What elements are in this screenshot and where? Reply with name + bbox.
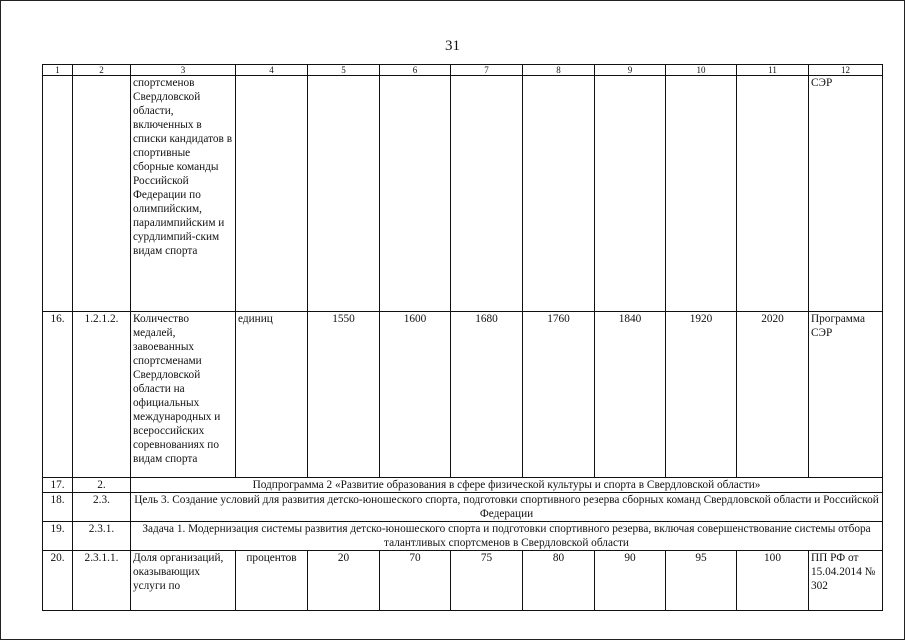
goal-title: Цель 3. Создание условий для развития детско-юношеского спорта, подготовки спортивного резерва сборных команд Свердловской области и Российской Федерации bbox=[131, 493, 883, 522]
header-cell: 1 bbox=[43, 65, 73, 76]
value-cell: 1920 bbox=[666, 312, 737, 478]
table-row bbox=[43, 478, 883, 493]
cell-empty bbox=[43, 76, 73, 312]
row-code: 2. bbox=[73, 478, 131, 493]
cell-empty bbox=[380, 76, 451, 312]
indicator-unit: процентов bbox=[236, 551, 308, 611]
row-number: 18. bbox=[43, 493, 73, 522]
row-number: 17. bbox=[43, 478, 73, 493]
subprogram-title: Подпрограмма 2 «Развитие образования в сфере физической культуры и спорта в Свердловской области» bbox=[131, 478, 883, 493]
row-code: 1.2.1.2. bbox=[73, 312, 131, 478]
value-cell: 1600 bbox=[380, 312, 451, 478]
header-cell: 4 bbox=[236, 65, 308, 76]
cell-empty bbox=[73, 76, 131, 312]
header-cell: 5 bbox=[308, 65, 380, 76]
task-title: Задача 1. Модернизация системы развития детско-юношеского спорта и подготовки спортивного резерва, включая совершенствование системы отбора талантливых спортсменов в Свердловской области bbox=[131, 522, 883, 551]
value-cell: 1550 bbox=[308, 312, 380, 478]
row-code: 2.3. bbox=[73, 493, 131, 522]
row-number: 19. bbox=[43, 522, 73, 551]
value-cell: 1680 bbox=[451, 312, 523, 478]
value-cell: 100 bbox=[737, 551, 809, 611]
cell-empty bbox=[595, 76, 666, 312]
indicators-table bbox=[42, 64, 883, 611]
page-number: 31 bbox=[445, 38, 460, 54]
cell-empty bbox=[523, 76, 595, 312]
value-cell: 75 bbox=[451, 551, 523, 611]
cell-empty bbox=[236, 76, 308, 312]
value-cell: 95 bbox=[666, 551, 737, 611]
header-cell: 9 bbox=[595, 65, 666, 76]
header-cell: 6 bbox=[380, 65, 451, 76]
indicator-source: Программа СЭР bbox=[809, 312, 883, 478]
header-cell: 8 bbox=[523, 65, 595, 76]
indicator-source: ПП РФ от 15.04.2014 № 302 bbox=[809, 551, 883, 611]
table-row bbox=[43, 493, 883, 522]
cell-empty bbox=[308, 76, 380, 312]
indicator-name: Количество медалей, завоеванных спортсменами Свердловской области на официальных международных и всероссийских соревнованиях по видам спорта bbox=[131, 312, 236, 478]
row-code: 2.3.1. bbox=[73, 522, 131, 551]
value-cell: 80 bbox=[523, 551, 595, 611]
header-cell: 3 bbox=[131, 65, 236, 76]
value-cell: 1840 bbox=[595, 312, 666, 478]
header-cell: 10 bbox=[666, 65, 737, 76]
table-row-continued bbox=[43, 76, 883, 312]
header-cell: 12 bbox=[809, 65, 883, 76]
value-cell: 90 bbox=[595, 551, 666, 611]
indicator-name: спортсменов Свердловской области, включенных в списки кандидатов в спортивные сборные команды Российской Федерации по олимпийским, паралимпийским и сурдлимпий-ским видам спорта bbox=[131, 76, 236, 312]
cell-empty bbox=[737, 76, 809, 312]
indicator-name: Доля организаций, оказывающих услуги по bbox=[131, 551, 236, 611]
cell-empty bbox=[666, 76, 737, 312]
table-header-row bbox=[43, 65, 883, 76]
row-code: 2.3.1.1. bbox=[73, 551, 131, 611]
cell-empty bbox=[451, 76, 523, 312]
table-row bbox=[43, 522, 883, 551]
indicator-source: СЭР bbox=[809, 76, 883, 312]
value-cell: 70 bbox=[380, 551, 451, 611]
table-row bbox=[43, 551, 883, 611]
value-cell: 1760 bbox=[523, 312, 595, 478]
table-row bbox=[43, 312, 883, 478]
header-cell: 7 bbox=[451, 65, 523, 76]
value-cell: 20 bbox=[308, 551, 380, 611]
row-number: 16. bbox=[43, 312, 73, 478]
row-number: 20. bbox=[43, 551, 73, 611]
indicator-unit: единиц bbox=[236, 312, 308, 478]
header-cell: 11 bbox=[737, 65, 809, 76]
value-cell: 2020 bbox=[737, 312, 809, 478]
header-cell: 2 bbox=[73, 65, 131, 76]
